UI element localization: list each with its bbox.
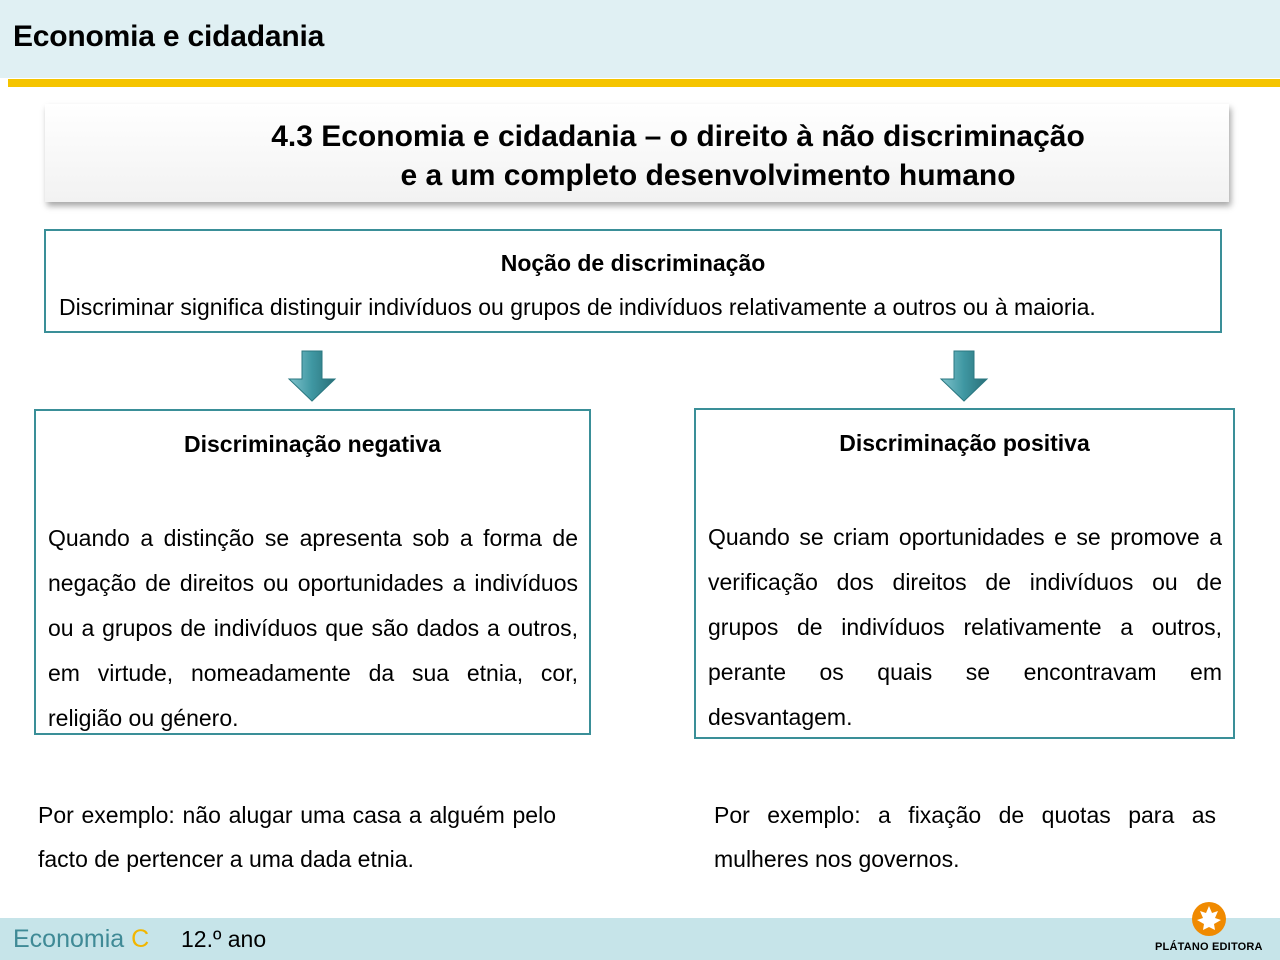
footer-brand <box>13 925 149 954</box>
slide-title-line1: 4.3 Economia e cidadania – o direito à não discriminação <box>271 120 1085 153</box>
footer-bar <box>0 918 1280 960</box>
footer-brand-name: Economia <box>13 925 125 953</box>
footer-brand-letter: C <box>131 925 150 953</box>
notion-heading: Noção de discriminação <box>500 250 766 276</box>
header-divider <box>8 79 1280 87</box>
arrow-down-icon <box>939 349 989 403</box>
header-title: Economia e cidadania <box>13 20 325 53</box>
negative-text: Quando a distinção se apresenta sob a forma de negação de direitos ou oportunidades a indivíduos ou a grupos de indivíduos que são dados a outros, em virtude, nomeadamente da sua etnia, cor, religião ou género. <box>48 525 578 731</box>
notion-box <box>44 229 1222 333</box>
arrow-down-icon <box>287 349 337 403</box>
slide-title-line2: e a um completo desenvolvimento humano <box>400 159 1016 192</box>
negative-heading: Discriminação negativa <box>184 431 441 457</box>
notion-text: Discriminar significa distinguir indivíduos ou grupos de indivíduos relativamente a outros ou à maioria. <box>59 294 1096 320</box>
positive-discrimination-box <box>694 408 1235 739</box>
positive-heading: Discriminação positiva <box>839 430 1090 456</box>
header-bar <box>0 0 1280 78</box>
slide-title-box <box>45 104 1229 202</box>
publisher-name: PLÁTANO EDITORA <box>1155 941 1263 953</box>
negative-discrimination-box <box>34 409 591 735</box>
positive-example: Por exemplo: a fixação de quotas para as mulheres nos governos. <box>714 802 1216 872</box>
maple-leaf-icon <box>1190 900 1228 938</box>
positive-text: Quando se criam oportunidades e se promove a verificação dos direitos de indivíduos ou de grupos de indivíduos relativamente a outros, perante os quais se encontravam em desvantagem. <box>708 524 1222 730</box>
negative-example: Por exemplo: não alugar uma casa a alguém pelo facto de pertencer a uma dada etnia. <box>38 802 556 872</box>
footer-year: 12.º ano <box>181 926 267 952</box>
